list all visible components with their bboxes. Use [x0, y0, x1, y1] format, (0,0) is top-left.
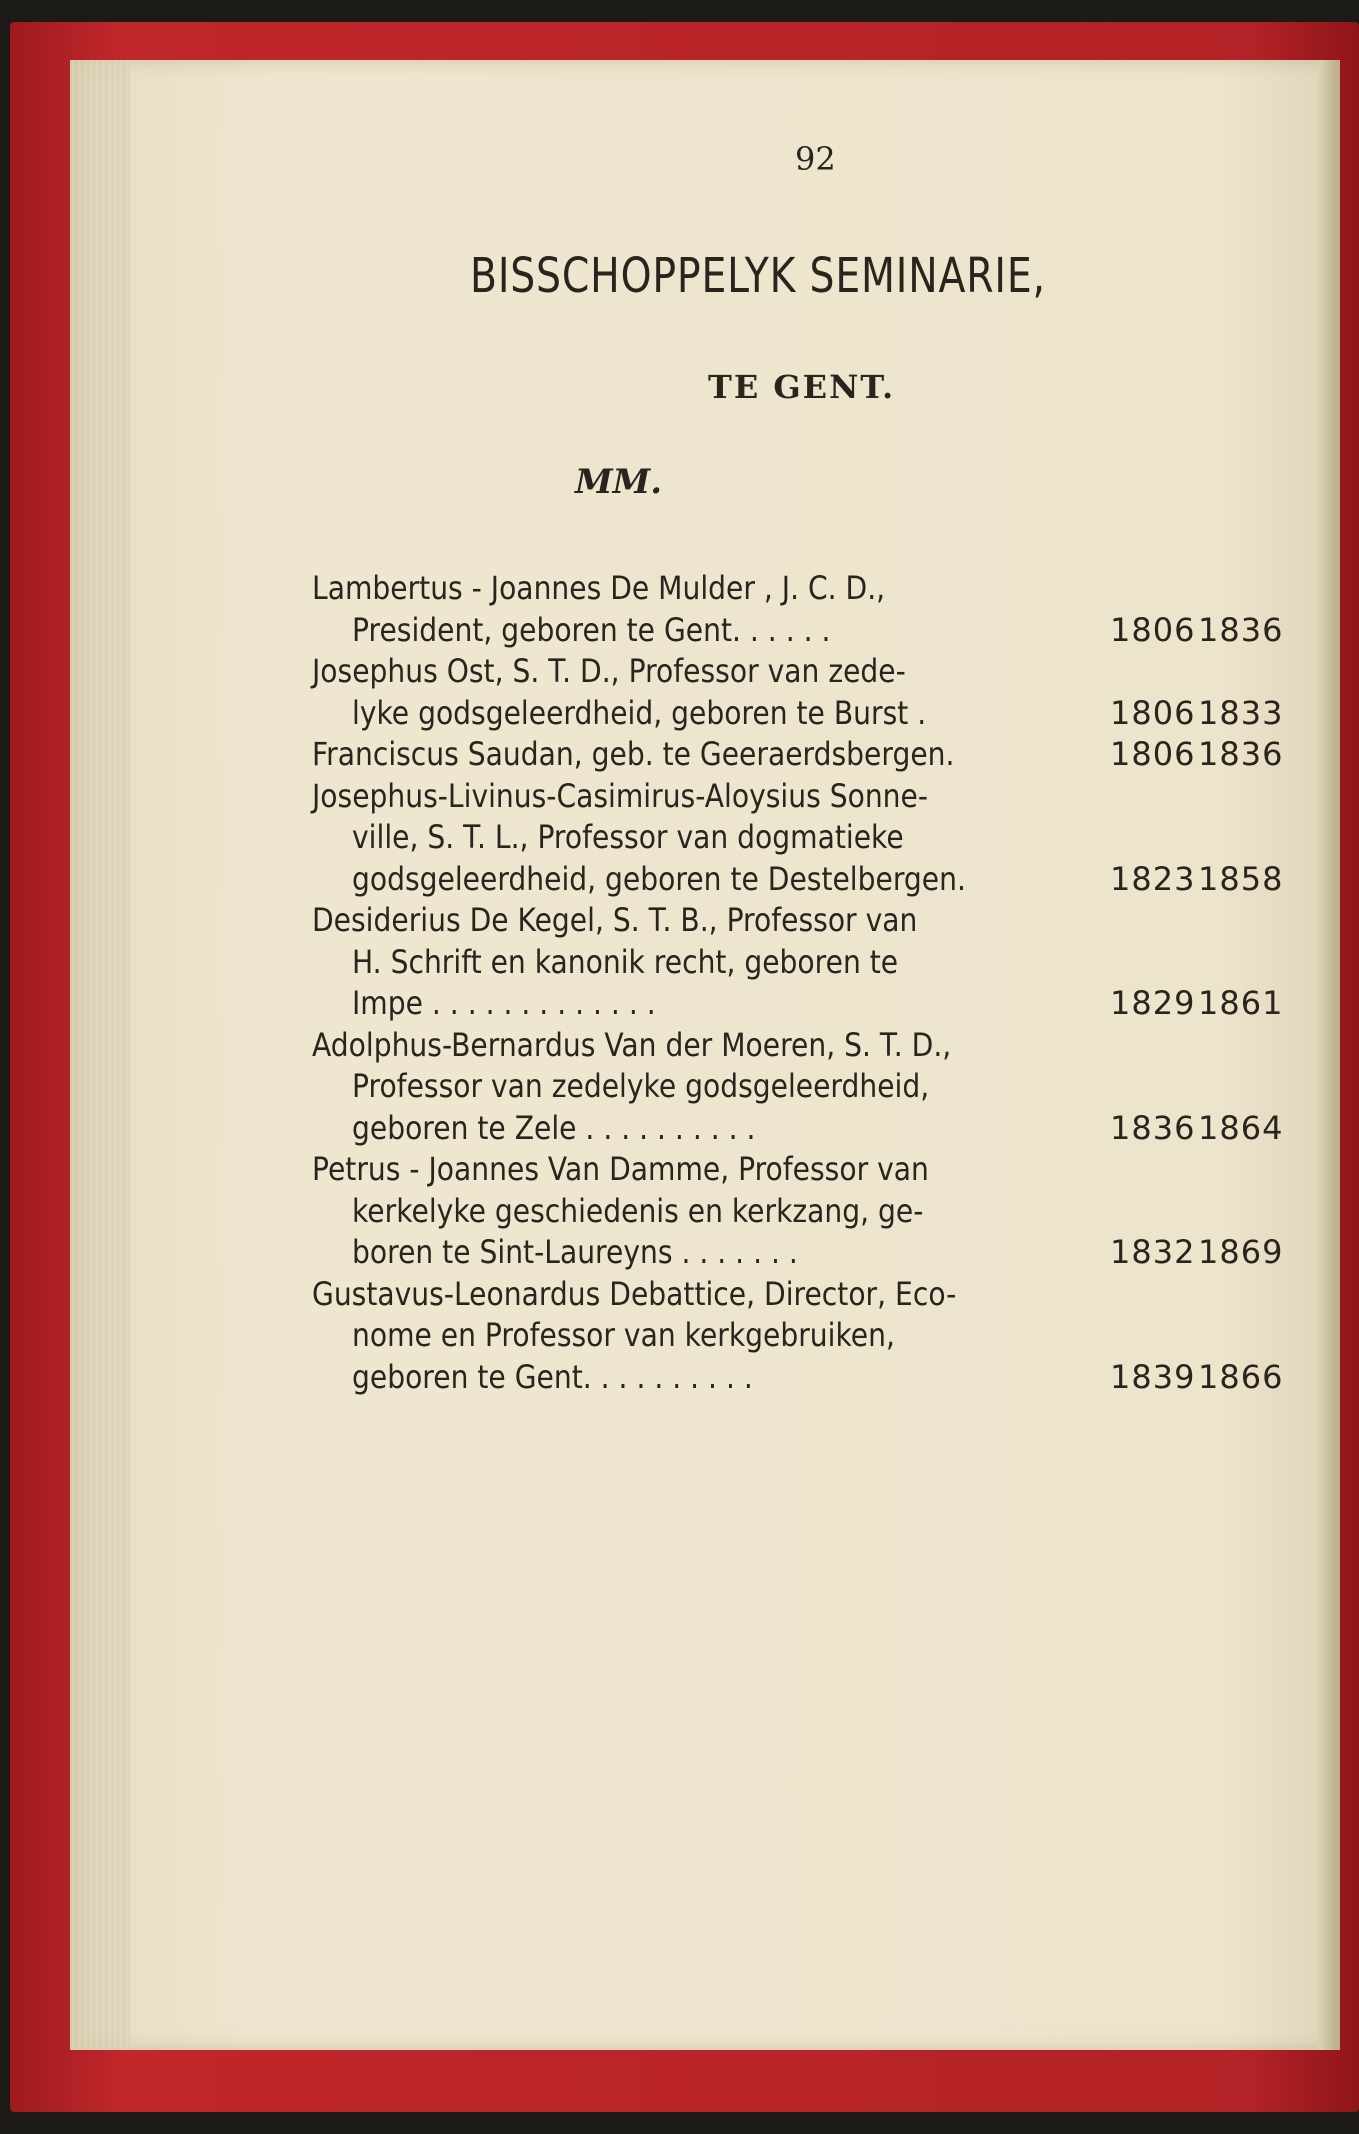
entry-line: boren te Sint-Laureyns . . . . . . .: [352, 1233, 798, 1271]
entry-line: Josephus-Livinus-Casimirus-Aloysius Sonne-: [312, 776, 928, 815]
year-to: 1866: [1198, 1357, 1284, 1396]
year-from: 1836: [1110, 1108, 1196, 1147]
year-to: 1858: [1198, 859, 1284, 898]
entry-line: ville, S. T. L., Professor van dogmatieke: [352, 818, 904, 856]
year-to: 1833: [1198, 693, 1284, 732]
year-from: 1806: [1110, 693, 1196, 732]
year-to: 1869: [1198, 1233, 1284, 1271]
list-item: [312, 1149, 1292, 1274]
entry-line: nome en Professor van kerkgebruiken,: [352, 1316, 895, 1354]
list-item: [312, 651, 1292, 734]
entry-line: Lambertus - Joannes De Mulder , J. C. D.,: [312, 569, 886, 607]
year-from: 1829: [1110, 984, 1196, 1022]
entry-line: geboren te Zele . . . . . . . . . .: [352, 1108, 756, 1147]
list-item: [312, 734, 1292, 776]
year-to: 1836: [1198, 610, 1284, 649]
entry-line: Josephus Ost, S. T. D., Professor van zede-: [312, 652, 906, 690]
list-item: [312, 900, 1292, 1025]
list-item: [312, 1025, 1292, 1150]
year-to: 1864: [1198, 1108, 1284, 1147]
entry-line: H. Schrift en kanonik recht, geboren te: [352, 942, 899, 981]
year-from: 1839: [1110, 1357, 1196, 1396]
entry-line: Petrus - Joannes Van Damme, Professor van: [312, 1150, 929, 1188]
page-subtitle: TE GENT.: [708, 368, 896, 406]
entry-line: President, geboren te Gent. . . . . .: [352, 610, 831, 649]
list-item: [312, 776, 1292, 901]
year-from: 1832: [1110, 1233, 1196, 1271]
entry-line: godsgeleerdheid, geboren te Destelbergen.: [352, 859, 966, 898]
entry-line: lyke godsgeleerdheid, geboren te Burst .: [352, 693, 927, 732]
list-item: [312, 1274, 1292, 1399]
page-number: 92: [795, 140, 836, 178]
entry-line: Franciscus Saudan, geb. te Geeraerdsbergen.: [312, 735, 955, 773]
entry-line: Adolphus-Bernardus Van der Moeren, S. T. D.,: [312, 1025, 952, 1064]
salutation: MM.: [575, 462, 663, 502]
entry-line: Gustavus-Leonardus Debattice, Director, Eco-: [312, 1274, 957, 1313]
year-from: 1806: [1110, 735, 1196, 773]
entry-line: geboren te Gent. . . . . . . . . .: [352, 1357, 753, 1396]
entry-line: kerkelyke geschiedenis en kerkzang, ge-: [352, 1191, 924, 1230]
year-to: 1836: [1198, 735, 1284, 773]
year-to: 1861: [1198, 984, 1284, 1022]
entry-line: Professor van zedelyke godsgeleerdheid,: [352, 1067, 930, 1105]
year-from: 1823: [1110, 859, 1196, 898]
entry-line: Desiderius De Kegel, S. T. B., Professor van: [312, 901, 918, 939]
year-from: 1806: [1110, 610, 1196, 649]
staff-list: [312, 568, 1292, 1398]
entry-line: Impe . . . . . . . . . . . . .: [352, 984, 656, 1022]
list-item: [312, 568, 1292, 651]
page-title: BISSCHOPPELYK SEMINARIE,: [470, 248, 1046, 304]
